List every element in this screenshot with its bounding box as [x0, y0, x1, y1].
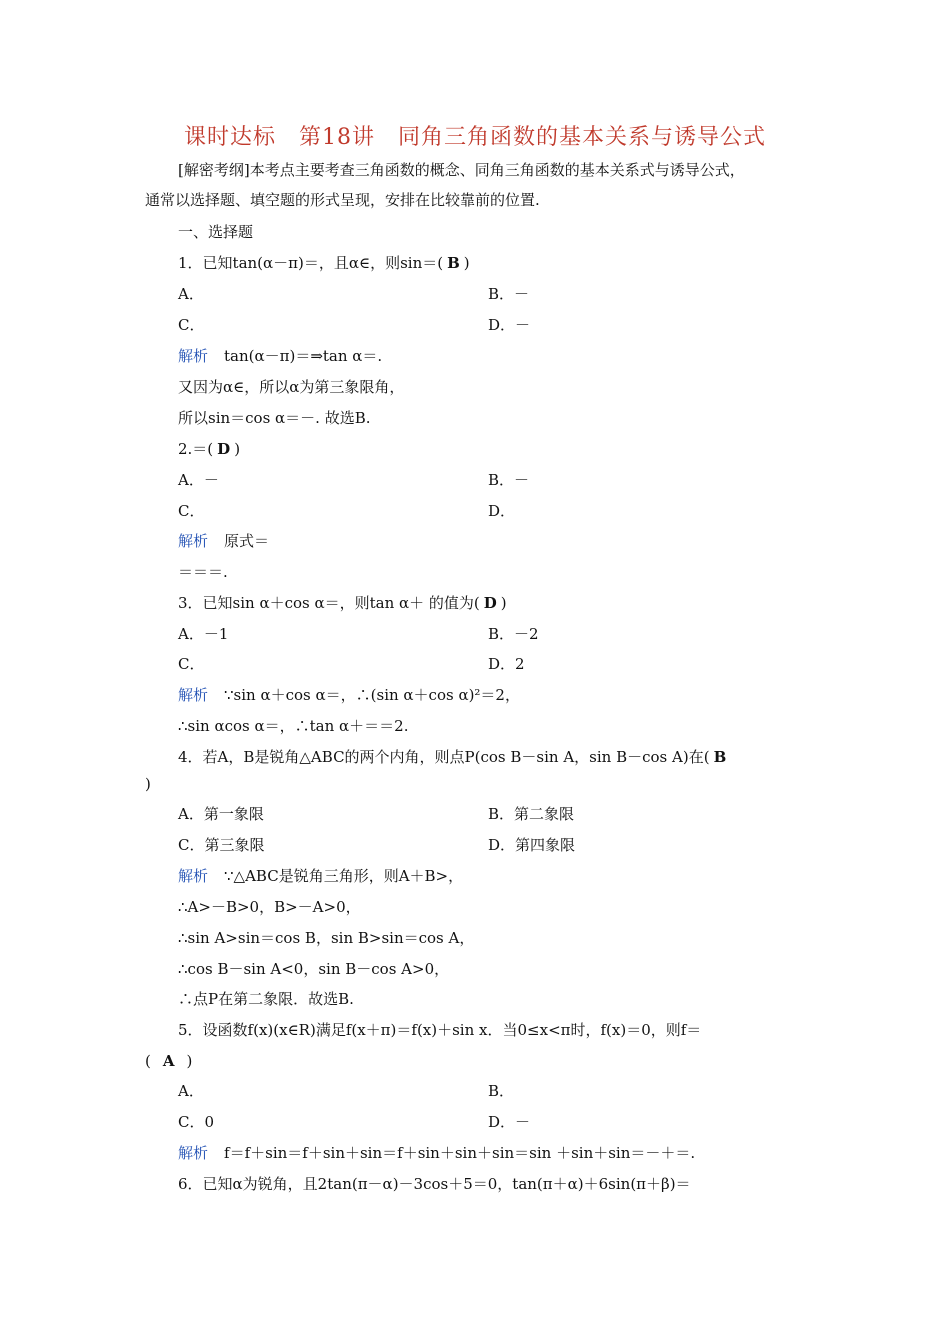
solution-line: ∴cos B－sin A<0，sin B－cos A>0，: [178, 960, 450, 978]
solution-line: ∴A>－B>0，B>－A>0，: [178, 898, 361, 916]
question-3-stem: [178, 593, 507, 613]
question-stem-close: ): [463, 254, 470, 272]
option-d: D．第四象限: [488, 836, 576, 854]
option-c: C．: [178, 316, 205, 334]
solution-label: 解析: [178, 686, 209, 704]
solution-line: ∴sin αcos α＝，∴tan α＋＝＝2.: [178, 717, 409, 735]
solution-line: ∴点P在第二象限．故选B.: [178, 990, 354, 1008]
question-5-answer-line: [145, 1051, 192, 1071]
option-a: A．第一象限: [178, 805, 264, 823]
option-b: B．－: [488, 285, 530, 303]
answer-letter: B: [447, 254, 460, 272]
solution-text: ∵sin α＋cos α＝，∴(sin α＋cos α)²＝2，: [224, 686, 520, 704]
option-b: B．第二象限: [488, 805, 575, 823]
option-c: C．0: [178, 1113, 215, 1131]
answer-letter: D: [217, 440, 231, 458]
section-heading: 一、选择题: [178, 223, 254, 241]
option-a: A．: [178, 285, 204, 303]
option-b: B．－: [488, 471, 530, 489]
answer-letter: D: [483, 594, 497, 612]
solution-text: tan(α－π)＝⇒tan α＝.: [224, 347, 383, 365]
solution-label: 解析: [178, 347, 209, 365]
option-a: A．: [178, 1082, 204, 1100]
solution-line: [178, 685, 520, 705]
answer-letter: A: [162, 1052, 175, 1070]
solution-label: 解析: [178, 1144, 209, 1162]
option-b: B．－2: [488, 625, 539, 643]
solution-line: ∴sin A>sin＝cos B，sin B>sin＝cos A，: [178, 929, 475, 947]
question-stem-text: 4．若A，B是锐角△ABC的两个内角，则点P(cos B－sin A，sin B－cos A)在(: [178, 748, 710, 766]
solution-line: ＝＝＝.: [178, 563, 228, 581]
solution-text: 原式＝: [224, 532, 270, 550]
question-stem-text: 1．已知tan(α－π)＝，且α∈，则sin＝(: [178, 254, 444, 272]
question-1-stem: [178, 253, 470, 273]
solution-line: [178, 346, 382, 366]
solution-label: 解析: [178, 532, 209, 550]
question-stem-text: 2.＝(: [178, 440, 214, 458]
question-stem-text: 3．已知sin α＋cos α＝，则tan α＋ 的值为(: [178, 594, 480, 612]
question-stem-close: ): [500, 594, 507, 612]
option-d: D．: [488, 502, 516, 520]
option-c: C．: [178, 655, 205, 673]
option-c: C．: [178, 502, 205, 520]
solution-line: [178, 531, 269, 551]
question-5-stem: 5．设函数f(x)(x∈R)满足f(x＋π)＝f(x)＋sin x．当0≤x<π时，f(x)＝0，则f＝: [178, 1021, 702, 1039]
option-c: C．第三象限: [178, 836, 265, 854]
option-b: B．: [488, 1082, 515, 1100]
question-6-stem: 6．已知α为锐角，且2tan(π－α)－3cos＋5＝0，tan(π＋α)＋6sin(π＋β)＝: [178, 1175, 691, 1193]
solution-line: 又因为α∈，所以α为第三象限角，: [178, 378, 405, 396]
solution-text: ∵△ABC是锐角三角形，则A＋B>，: [224, 867, 464, 885]
solution-label: 解析: [178, 867, 209, 885]
intro-line-1: [解密考纲]本考点主要考查三角函数的概念、同角三角函数的基本关系式与诱导公式，: [178, 161, 745, 179]
question-stem-close: ): [145, 775, 151, 793]
option-d: D．－: [488, 1113, 531, 1131]
option-a: A．－1: [178, 625, 229, 643]
solution-line: [178, 866, 463, 886]
page-title: 课时达标 第18讲 同角三角函数的基本关系与诱导公式: [184, 125, 766, 150]
solution-line: [178, 1143, 695, 1163]
solution-line: 所以sin＝cos α＝－. 故选B.: [178, 409, 371, 427]
question-stem-open: (: [145, 1052, 151, 1070]
question-4-stem: [178, 747, 730, 767]
question-stem-close: ): [234, 440, 241, 458]
intro-line-2: 通常以选择题、填空题的形式呈现，安排在比较靠前的位置.: [145, 191, 540, 209]
question-2-stem: [178, 439, 240, 459]
answer-letter: B: [713, 748, 727, 766]
option-d: D．2: [488, 655, 525, 673]
option-d: D．－: [488, 316, 531, 334]
question-stem-close: ): [186, 1052, 193, 1070]
solution-text: f＝f＋sin＝f＋sin＋sin＝f＋sin＋sin＋sin＝sin ＋sin＋sin＝－＋＝.: [224, 1144, 696, 1162]
option-a: A．－: [178, 471, 219, 489]
